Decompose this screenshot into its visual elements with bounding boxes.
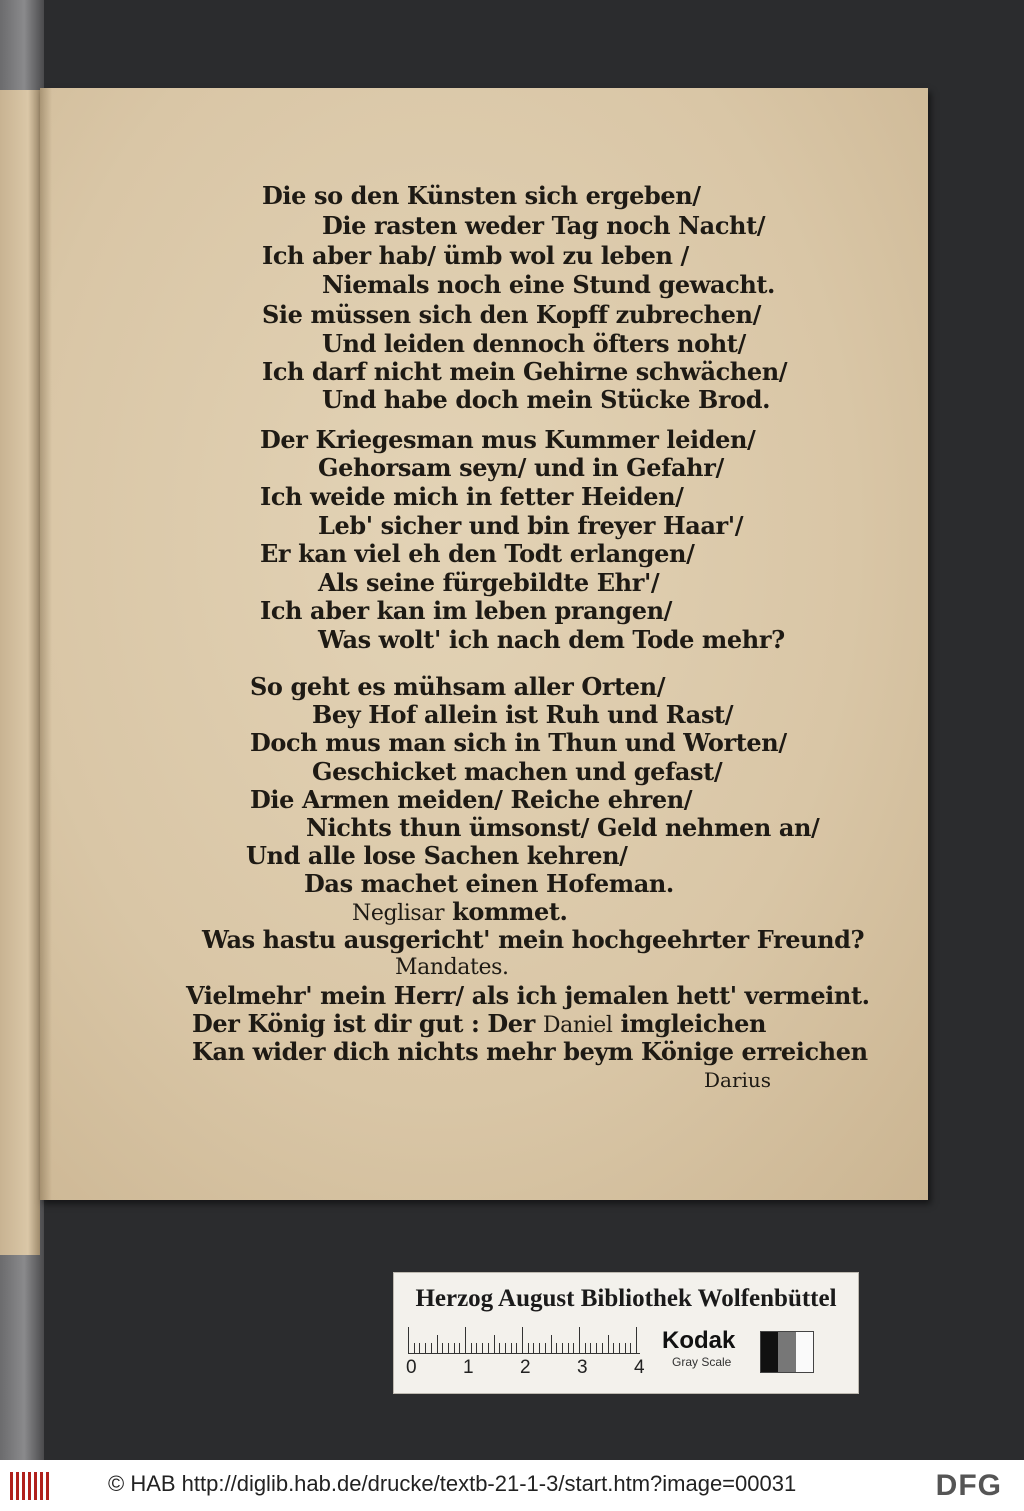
ruler-number: 3 [577,1357,588,1378]
ruler-tick [528,1343,529,1353]
dialogue-line: Was hastu ausgericht' mein hochgeehrter Freund? [202,925,865,954]
verse-line: Ich weide mich in fetter Heiden/ [260,482,684,511]
ruler-tick [488,1343,489,1353]
ruler-tick [511,1343,512,1353]
ruler-tick [602,1343,603,1353]
verse-line: Und alle lose Sachen kehren/ [246,841,628,870]
library-name: Herzog August Bibliothek Wolfenbüttel [415,1285,837,1312]
ruler-tick [585,1343,586,1353]
ruler-tick [562,1343,563,1353]
ruler-tick [499,1343,500,1353]
dialogue-line: Kan wider dich nichts mehr beym Könige erreichen [192,1037,868,1066]
speaker-name: Mandates. [395,955,509,980]
ruler-tick [414,1343,415,1353]
verse-line: Das machet einen Hofeman. [304,869,674,898]
ruler-tick [482,1343,483,1353]
ruler-tick [539,1343,540,1353]
ruler-tick [442,1343,443,1353]
ruler-number: 4 [634,1357,645,1378]
copyright-link[interactable]: © HAB http://diglib.hab.de/drucke/textb-21-1-3/start.htm?image=00031 [108,1471,797,1496]
verse-line: Die rasten weder Tag noch Nacht/ [322,211,766,240]
dialogue-line: Vielmehr' mein Herr/ als ich jemalen hett' vermeint. [186,981,870,1010]
ruler-tick [636,1327,637,1353]
book-page [40,88,928,1200]
stage-direction [352,898,567,928]
ruler-tick [516,1343,517,1353]
verse-line: Niemals noch eine Stund gewacht. [322,270,776,299]
verse-line: Ich darf nicht mein Gehirne schwächen/ [262,357,788,386]
gray-scale-label: Gray Scale [672,1355,732,1369]
verse-line: Er kan viel eh den Todt erlangen/ [260,539,695,568]
ruler-tick [425,1343,426,1353]
ruler-tick [448,1343,449,1353]
verse-line: Bey Hof allein ist Ruh und Rast/ [312,700,734,729]
ruler-tick [476,1343,477,1353]
verse-line: Ich aber hab/ ümb wol zu leben / [262,241,689,270]
verse-line: Als seine fürgebildte Ehr'/ [318,568,660,597]
ruler-tick [431,1343,432,1353]
hab-logo-icon [10,1472,50,1500]
ruler-tick [630,1343,631,1353]
verse-line: Sie müssen sich den Kopff zubrechen/ [262,300,761,329]
verse-line: Die so den Künsten sich ergeben/ [262,181,701,210]
ruler-tick [459,1343,460,1353]
dialogue-line [192,1010,766,1040]
ruler-tick [613,1343,614,1353]
dfg-logo: DFG [935,1469,1002,1502]
ruler-tick [590,1343,591,1353]
verse-line: Was wolt' ich nach dem Tode mehr? [318,625,785,654]
verse-line: Und leiden dennoch öfters noht/ [322,329,746,358]
library-color-card [393,1272,859,1394]
verse-line: Der Kriegesman mus Kummer leiden/ [260,425,756,454]
viewer-footer [0,1460,1024,1511]
ruler-tick [625,1343,626,1353]
verse-line: Und habe doch mein Stücke Brod. [322,385,771,414]
ruler-tick [454,1343,455,1353]
ruler-tick [505,1343,506,1353]
ruler-tick [596,1343,597,1353]
scale-ruler [408,1325,640,1354]
ruler-number: 0 [406,1357,417,1378]
ruler-tick [568,1343,569,1353]
verse-line: Nichts thun ümsonst/ Geld nehmen an/ [306,813,820,842]
page-text [40,88,928,1200]
ruler-tick [471,1343,472,1353]
ruler-tick [551,1335,552,1353]
verse-line: Leb' sicher und bin freyer Haar'/ [318,511,744,540]
verse-line: Ich aber kan im leben prangen/ [260,596,673,625]
ruler-tick [608,1335,609,1353]
ruler-tick [556,1343,557,1353]
swatch-gray [778,1332,795,1372]
verse-line: Die Armen meiden/ Reiche ehren/ [250,785,693,814]
ruler-number: 1 [463,1357,474,1378]
ruler-tick [619,1343,620,1353]
swatch-black [761,1332,778,1372]
ruler-tick [408,1327,409,1353]
ruler-tick [573,1343,574,1353]
ruler-tick [522,1327,523,1353]
ruler-tick [465,1327,466,1353]
dialogue-text: imgleichen [620,1009,767,1038]
verse-line: So geht es mühsam aller Orten/ [250,672,666,701]
ruler-tick [419,1343,420,1353]
facing-page-edge [0,90,40,1255]
ruler-tick [437,1335,438,1353]
dialogue-text: Der König ist dir gut : Der [192,1009,535,1038]
kodak-logo: Kodak [662,1327,736,1354]
person-name: Daniel [542,1013,613,1038]
verse-line: Doch mus man sich in Thun und Worten/ [250,728,787,757]
ruler-tick [494,1335,495,1353]
verse-line: Gehorsam seyn/ und in Gefahr/ [318,453,724,482]
ruler-tick [579,1327,580,1353]
ruler-tick [545,1343,546,1353]
stage-action: kommet. [452,897,568,926]
swatch-white [796,1332,813,1372]
gray-swatches [760,1331,814,1373]
ruler-number: 2 [520,1357,531,1378]
speaker-name: Neglisar [352,901,445,926]
verse-line: Geschicket machen und gefast/ [312,757,723,786]
ruler-tick [533,1343,534,1353]
catchword: Darius [704,1068,772,1092]
